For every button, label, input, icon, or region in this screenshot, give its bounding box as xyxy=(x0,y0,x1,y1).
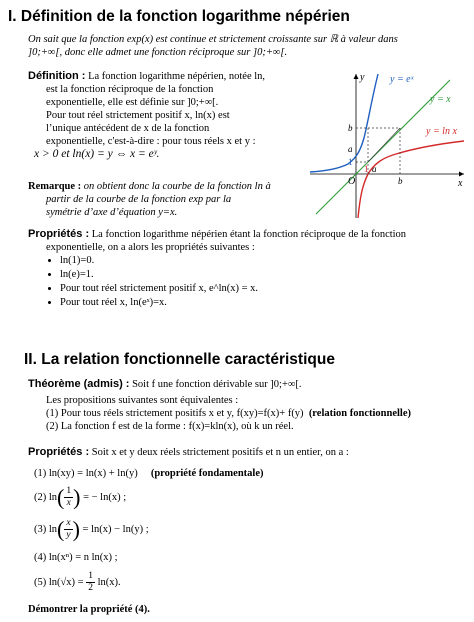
def-line-6: exponentielle, c'est-à-dire : pour tous réels x et y : xyxy=(46,136,256,147)
remark-label: Remarque : xyxy=(28,181,82,192)
properties-label-2: Propriétés : xyxy=(28,446,90,458)
def-line-2: est la fonction réciproque de la fonction xyxy=(46,84,214,95)
formula-1-text: (1) ln(xy) = ln(x) + ln(y) xyxy=(34,468,138,479)
one-y-label: 1 xyxy=(348,157,353,167)
b-x-label: b xyxy=(398,176,403,186)
prop2-line-1: Soit x et y deux réels strictement positifs et n un entier, on a : xyxy=(91,447,349,458)
properties-label-1: Propriétés : xyxy=(28,228,90,240)
theorem-block xyxy=(28,378,468,433)
fraction-numerator: x xyxy=(66,518,71,528)
theorem-label: Théorème (admis) : xyxy=(28,378,130,390)
thm-line-4: (2) La fonction f est de la forme : f(x)=kln(x), où k un réel. xyxy=(46,421,294,432)
x-axis-label: x xyxy=(458,178,463,189)
fraction-denominator: x xyxy=(66,498,71,508)
formula-2: (2) ln( $\frac{1}{x}$) = − ln(x) ; xyxy=(34,484,127,510)
origin-label: O xyxy=(348,176,356,187)
def-line-5: l’unique antécédent de x de la fonction xyxy=(46,123,210,134)
property-item: • Pour tout réel x, ln(eˣ)=x. xyxy=(60,296,468,310)
a-x-label: a xyxy=(372,164,377,174)
a-y-label: a xyxy=(348,144,353,154)
def-line-3: exponentielle, elle est définie sur ]0;+∞[. xyxy=(46,97,219,108)
property-item: • ln(1)=0. xyxy=(60,254,468,268)
rem-line-1: on obtient donc la courbe de la fonction ln à xyxy=(83,181,271,192)
properties-list xyxy=(28,254,468,310)
formula-5-lhs: (5) ln(√x) = xyxy=(34,576,84,588)
intro-line-1: On sait que la fonction exp(x) est continue et strictement croissante sur ℝ à valeur dans xyxy=(28,34,398,45)
formula-3: (3) ln( $\frac{x}{y}) = \ln(x) - \ln(y)$ ; xyxy=(34,516,149,542)
function-graph xyxy=(308,68,468,220)
formula-5 xyxy=(34,571,121,594)
section-2-title: II. La relation fonctionnelle caractéristique xyxy=(24,351,335,368)
fraction-denominator: y xyxy=(66,530,71,540)
properties-block-1 xyxy=(28,228,468,310)
ln-curve xyxy=(358,141,464,218)
intro-line-2: ]0;+∞[, donc elle admet une fonction réciproque sur ]0;+∞[. xyxy=(28,47,288,58)
property-item: • Pour tout réel strictement positif x, e^ln(x) = x. xyxy=(60,282,468,296)
formula-5-rhs: ln(x). xyxy=(97,576,121,588)
rem-line-2: partir de la courbe de la fonction exp par la xyxy=(46,194,232,205)
remark-block xyxy=(28,180,308,219)
formula-1-note: (propriété fondamentale) xyxy=(150,468,264,479)
one-x-label: 1 xyxy=(364,164,369,174)
definition-block xyxy=(28,70,308,161)
ln-label: y = ln x xyxy=(426,126,457,137)
prop1-line-1: La fonction logarithme népérien étant la fonction réciproque de la fonction xyxy=(91,229,407,240)
def-line-7: x > 0 et ln(x) = y ⇔ x = eʸ. xyxy=(34,148,160,160)
formula-4: (4) ln(xⁿ) = n ln(x) ; xyxy=(34,552,118,563)
fraction-numerator: 1 xyxy=(66,486,72,496)
identity-label: y = x xyxy=(430,94,451,105)
thm-line-3: (1) Pour tous réels strictement positifs x et y, f(xy)=f(x)+ f(y) xyxy=(46,408,304,419)
definition-label: Définition : xyxy=(28,70,86,82)
properties-block-2 xyxy=(28,446,468,459)
thm-line-2: Les propositions suivantes sont équivalentes : xyxy=(46,395,239,406)
thm-line-1: Soit f une fonction dérivable sur ]0;+∞[. xyxy=(132,379,302,390)
fraction-denominator: 2 xyxy=(88,583,93,593)
formula-3-lhs: (3) ln xyxy=(34,523,58,535)
property-item: • ln(e)=1. xyxy=(60,268,468,282)
def-line-4: Pour tout réel strictement positif x, ln(x) est xyxy=(46,110,230,121)
demonstration-prompt: Démontrer la propriété (4). xyxy=(28,604,150,615)
rem-line-3: symétrie d’axe d’équation y=x. xyxy=(46,207,178,218)
section-1-title: I. Définition de la fonction logarithme népérien xyxy=(8,8,350,25)
def-line-1: La fonction logarithme népérien, notée ln, xyxy=(88,71,266,82)
fraction-numerator: 1 xyxy=(88,571,93,581)
thm-line-3-note: (relation fonctionnelle) xyxy=(308,408,411,419)
formula-2-lhs: (2) ln xyxy=(34,491,58,503)
formula-1 xyxy=(34,468,264,479)
prop1-line-2: exponentielle, on a alors les propriétés suivantes : xyxy=(46,242,255,253)
y-axis-label: y xyxy=(360,72,365,83)
exp-label: y = eˣ xyxy=(390,74,414,85)
b-y-label: b xyxy=(348,123,353,133)
formula-2-rhs: = − ln(x) ; xyxy=(83,491,127,503)
formula-3-rhs: = ln(x) − ln(y) ; xyxy=(82,523,149,535)
